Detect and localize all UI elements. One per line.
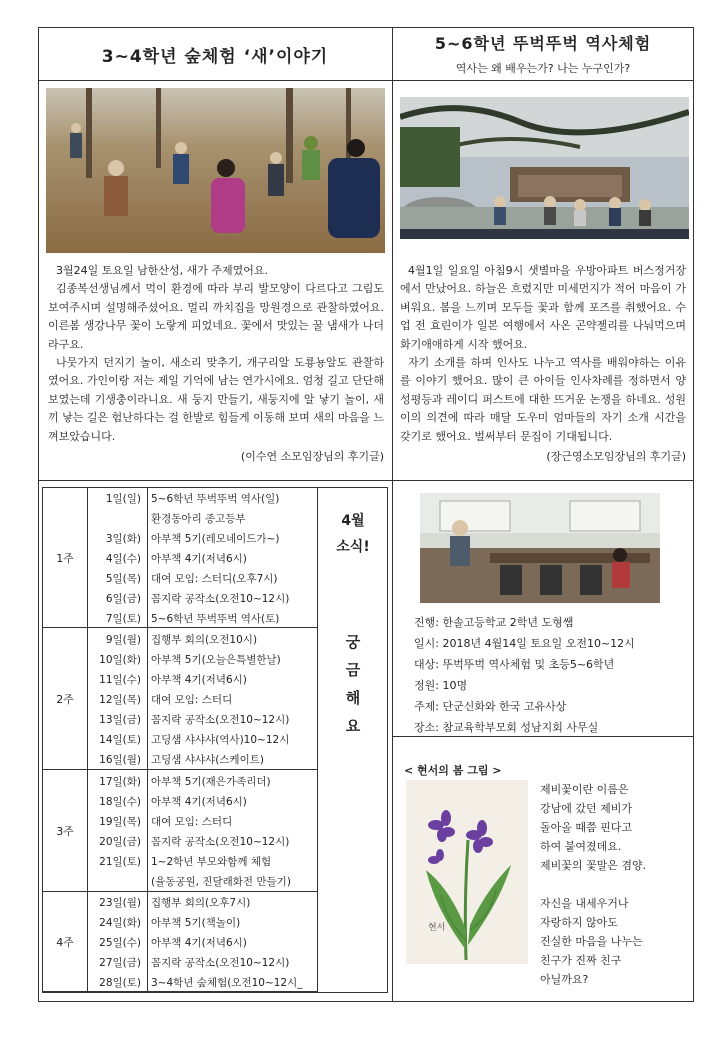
curious-char: 요 bbox=[345, 717, 361, 735]
notice-line: 4월 bbox=[341, 513, 365, 529]
drawing-title: < 현서의 봄 그림 > bbox=[404, 764, 502, 777]
schedule-date: 4일(수) bbox=[105, 552, 141, 565]
schedule-date: 3일(화) bbox=[105, 532, 141, 545]
schedule-event: 꼼지락 공작소(오전10~12시) bbox=[151, 835, 290, 848]
program-line: 주제: 단군신화와 한국 고유사상 bbox=[414, 700, 567, 713]
date-column bbox=[87, 628, 148, 769]
schedule-date: 24일(화) bbox=[99, 916, 141, 929]
schedule-date: 5일(목) bbox=[105, 572, 141, 585]
forest-trip-photo bbox=[46, 88, 385, 253]
schedule-date: 28일(토) bbox=[99, 976, 141, 989]
schedule-date: 25일(수) bbox=[99, 936, 141, 949]
schedule-date: 18일(수) bbox=[99, 795, 141, 808]
right-article-signature: (장근영소모임장님의 후기글) bbox=[546, 450, 686, 464]
poem-line: 제비꽃이란 이름은 bbox=[540, 783, 629, 796]
schedule-event: 5~6학년 뚜벅뚜벅 역사(일) bbox=[151, 492, 280, 505]
schedule-event: 3~4학년 숲체험(오전10~12시_ bbox=[151, 976, 303, 989]
left-article-body bbox=[48, 262, 384, 466]
poem-line: 아닐까요? bbox=[540, 973, 589, 986]
history-trip-photo bbox=[400, 97, 689, 239]
event-column bbox=[147, 892, 317, 991]
week-2 bbox=[43, 628, 317, 770]
week-4 bbox=[43, 892, 317, 992]
schedule-date: 1일(일) bbox=[105, 492, 141, 505]
schedule-event: 고딩샘 샤샤샤(역사)10~12시 bbox=[151, 733, 290, 746]
schedule-event: 아부책 5기(재은가족리더) bbox=[151, 775, 271, 788]
left-paragraph-3: 나뭇가지 던지기 놀이, 새소리 맞추기, 개구리알 도룡뇽알도 관찰하였어요. 가인이랑 저는 제일 기억에 남는 연가시에요. 엄청 길고 단단해보였는데 기생충이라니요. 새 둥지 만들기, 새둥지에 알 낳기 놀이, 새끼 낳는 길은 험난하다는 걸 한발로 힘들게 이동해 보며 새의 마음을 느껴보았습니다. bbox=[48, 356, 384, 443]
date-column bbox=[87, 892, 148, 991]
schedule-date: 6일(금) bbox=[105, 592, 141, 605]
schedule-event: 대여 모임: 스터디 bbox=[151, 693, 233, 706]
schedule-event: 아부책 4기(저녁6시) bbox=[151, 795, 247, 808]
poem-line: 자랑하지 않아도 bbox=[540, 916, 618, 929]
right-article-title: 5~6학년 뚜벅뚜벅 역사체험 bbox=[434, 33, 652, 53]
poem-gap bbox=[540, 875, 690, 894]
violet-drawing bbox=[406, 780, 528, 964]
schedule-event: 고딩샘 샤샤샤(스케이트) bbox=[151, 753, 264, 766]
schedule-event: 아부책 4기(저녁6시) bbox=[151, 552, 247, 565]
schedule-date: 19일(목) bbox=[99, 815, 141, 828]
week-1 bbox=[43, 488, 317, 628]
right-paragraph-2: 자기 소개를 하며 인사도 나누고 역사를 배워야하는 이유를 이야기 했어요. 많이 큰 아이들 인사차례를 정하면서 양성평등과 레이디 퍼스트에 대한 뜨거운 논쟁을 하네요. 성원이의 의견에 따라 매달 도우미 엄마들의 자기 소개 시간을 갖기로 했어요. 벌써부터 문집이 기대됩니다. bbox=[400, 356, 686, 443]
notice-line: 소식! bbox=[336, 539, 370, 555]
schedule-event: 아부책 5기(오늘은특별한날) bbox=[151, 653, 281, 666]
schedule-side-column bbox=[317, 488, 388, 992]
schedule-date: 17일(화) bbox=[99, 775, 141, 788]
week-label: 4주 bbox=[43, 892, 88, 991]
schedule-event: 꼼지락 공작소(오전10~12시) bbox=[151, 592, 290, 605]
schedule-date: 9일(월) bbox=[105, 633, 141, 646]
schedule-event: 아부책 4기(저녁6시) bbox=[151, 936, 247, 949]
schedule-date bbox=[87, 508, 147, 528]
schedule-date: 12일(목) bbox=[99, 693, 141, 706]
program-line: 장소: 참교육학부모회 성남지회 사무실 bbox=[414, 721, 599, 734]
curious-char: 금 bbox=[345, 661, 361, 679]
schedule-date: 11일(수) bbox=[99, 673, 141, 686]
schedule-event: 집행부 회의(오전10시) bbox=[151, 633, 258, 646]
april-news-heading bbox=[318, 508, 388, 560]
week-label: 3주 bbox=[43, 770, 88, 891]
schedule-date: 10일(화) bbox=[99, 653, 141, 666]
schedule-event: 꼼지락 공작소(오전10~12시) bbox=[151, 713, 290, 726]
left-article-signature: (이수연 소모임장님의 후기글) bbox=[240, 450, 384, 464]
program-line: 정원: 10명 bbox=[414, 679, 468, 692]
event-column bbox=[147, 628, 317, 769]
schedule-date: 23일(월) bbox=[99, 896, 141, 909]
title-divider bbox=[38, 80, 694, 81]
schedule-event: 아부책 5기(책놀이) bbox=[151, 916, 241, 929]
schedule-event: 대여 모임: 스터디(오후7시) bbox=[151, 572, 278, 585]
violet-poem bbox=[540, 780, 690, 989]
schedule-event: 아부책 4기(저녁6시) bbox=[151, 673, 247, 686]
poem-line: 돌아올 때쯤 핀다고 bbox=[540, 821, 633, 834]
curious-heading bbox=[318, 628, 388, 740]
program-line: 진행: 한솔고등학교 2학년 도형쌤 bbox=[414, 616, 574, 629]
poem-line: 하여 붙여졌데요. bbox=[540, 840, 622, 853]
event-column bbox=[147, 488, 317, 627]
right-paragraph-1: 4월1일 일요일 아침9시 샛별마을 우방아파트 버스정거장에서 만났어요. 하늘은 흐렸지만 미세먼지가 적어 마음이 가벼워요. 봄을 느끼며 모두들 꽃과 함께 포즈를 취했어요. 수업 전 효린이가 일본 여행에서 사온 곤약젤리를 나눠먹으며 화기애애하게 시작 했어요. bbox=[400, 264, 686, 351]
week-label: 2주 bbox=[43, 628, 88, 769]
left-paragraph-1: 3월24일 토요일 남한산성, 새가 주제였어요. bbox=[56, 264, 268, 277]
schedule-event: 5~6학년 뚜벅뚜벅 역사(토) bbox=[151, 612, 280, 625]
week-3 bbox=[43, 770, 317, 892]
schedule-date: 27일(금) bbox=[99, 956, 141, 969]
program-line: 대상: 뚜벅뚜벅 역사체험 및 초등5~6학년 bbox=[414, 658, 615, 671]
left-paragraph-2: 김종복선생님께서 먹이 환경에 따라 부리 발모양이 다르다고 그림도 보여주시며 설명해주셨어요. 멀리 까치집을 망원경으로 관찰하였어요. 이른봄 생강나무 꽃이 노랗게 피었네요. 꽃에서 맛있는 꿀 냄새가 나더라구요. bbox=[48, 282, 384, 351]
poem-line: 친구가 진짜 친구 bbox=[540, 954, 622, 967]
schedule-event: (율동공원, 진달래화전 만들기) bbox=[151, 875, 291, 888]
program-line: 일시: 2018년 4월14일 토요일 오전10~12시 bbox=[414, 637, 635, 650]
schedule-event: 꼼지락 공작소(오전10~12시) bbox=[151, 956, 290, 969]
center-divider bbox=[392, 27, 393, 1002]
schedule-event: 환경동아리 종고등부 bbox=[151, 512, 246, 525]
event-column bbox=[147, 770, 317, 891]
poem-line: 진실한 마음을 나누는 bbox=[540, 935, 643, 948]
classroom-photo bbox=[420, 493, 660, 603]
schedule-event: 아부책 5기(레모네이드가~) bbox=[151, 532, 280, 545]
middle-divider bbox=[38, 480, 694, 481]
schedule-date bbox=[87, 871, 147, 891]
date-column bbox=[87, 488, 148, 627]
right-article-subtitle: 역사는 왜 배우는가? 나는 누구인가? bbox=[455, 62, 631, 75]
schedule-event: 대여 모임: 스터디 bbox=[151, 815, 233, 828]
drawing-signature: 현서 bbox=[428, 923, 446, 933]
poem-line: 강남에 갔던 제비가 bbox=[540, 802, 633, 815]
schedule-date: 14일(토) bbox=[99, 733, 141, 746]
left-article-title: 3~4학년 숲체험 ‘새’이야기 bbox=[101, 46, 329, 67]
schedule-date: 16일(월) bbox=[99, 753, 141, 766]
program-info bbox=[414, 612, 684, 738]
week-label: 1주 bbox=[43, 488, 88, 627]
schedule-date: 20일(금) bbox=[99, 835, 141, 848]
curious-char: 궁 bbox=[345, 633, 361, 651]
poem-line: 자신을 내세우거나 bbox=[540, 897, 629, 910]
schedule-event: 1~2학년 부모와함께 체험 bbox=[151, 855, 272, 868]
schedule-date: 7일(토) bbox=[105, 612, 141, 625]
poem-line: 제비꽃의 꽃말은 겸양. bbox=[540, 859, 647, 872]
april-schedule bbox=[42, 487, 388, 993]
date-column bbox=[87, 770, 148, 891]
right-article-body bbox=[400, 262, 686, 466]
schedule-date: 13일(금) bbox=[99, 713, 141, 726]
schedule-date: 21일(토) bbox=[99, 855, 141, 868]
schedule-event: 집행부 회의(오후7시) bbox=[151, 896, 251, 909]
curious-char: 해 bbox=[345, 689, 361, 707]
